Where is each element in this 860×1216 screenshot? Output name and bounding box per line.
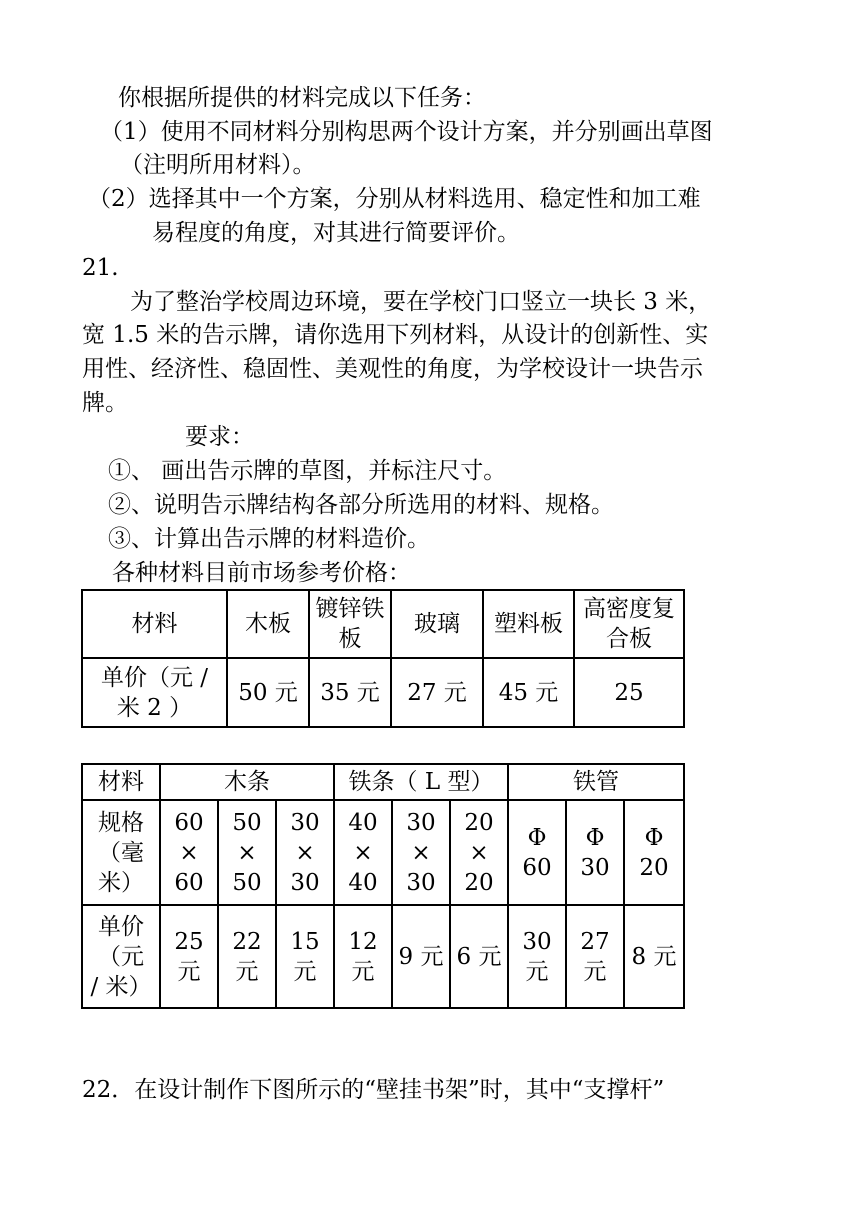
requirements-title: 要求： <box>185 424 254 450</box>
table2-group-iron-pipe: 铁管 <box>508 764 684 800</box>
spec-pipe-60: Φ 60 <box>508 800 566 905</box>
table1-value-hd-composite: 25 <box>574 658 684 727</box>
table1-value-wood-board: 50 元 <box>227 658 309 727</box>
table1-header-hd-composite: 高密度复 合板 <box>574 590 684 658</box>
table2-group-wood-strip: 木条 <box>160 764 334 800</box>
spec-wood-50: 50 × 50 <box>218 800 276 905</box>
question-21-number: 21. <box>82 255 119 281</box>
price-iron-20: 6 元 <box>450 905 508 1008</box>
spec-pipe-20: Φ 20 <box>624 800 684 905</box>
spec-iron-40: 40 × 40 <box>334 800 392 905</box>
price-pipe-60: 30 元 <box>508 905 566 1008</box>
table1-header-galvanized-sheet: 镀锌铁 板 <box>309 590 391 658</box>
spec-pipe-30: Φ 30 <box>566 800 624 905</box>
table1-header-wood-board: 木板 <box>227 590 309 658</box>
table1-value-galvanized-sheet: 35 元 <box>309 658 391 727</box>
price-table-title: 各种材料目前市场参考价格： <box>112 560 411 586</box>
price-iron-40: 12 元 <box>334 905 392 1008</box>
strip-pipe-price-table <box>81 763 685 1009</box>
table1-value-glass: 27 元 <box>391 658 483 727</box>
table1-header-plastic-board: 塑料板 <box>483 590 574 658</box>
price-wood-60: 25 元 <box>160 905 218 1008</box>
price-wood-50: 22 元 <box>218 905 276 1008</box>
table1-row-label-unit-price: 单价（元 / 米 2 ） <box>82 658 227 727</box>
requirement-1: ①、 画出告示牌的草图，并标注尺寸。 <box>108 458 507 484</box>
spec-iron-30: 30 × 30 <box>392 800 450 905</box>
table2-group-iron-strip: 铁条（ L 型） <box>334 764 508 800</box>
price-pipe-20: 8 元 <box>624 905 684 1008</box>
table1-header-material: 材料 <box>82 590 227 658</box>
q21-para-line3: 用性、经济性、稳固性、美观性的角度，为学校设计一块告示 <box>82 356 703 382</box>
price-iron-30: 9 元 <box>392 905 450 1008</box>
task2-line1: （2）选择其中一个方案，分别从材料选用、稳定性和加工难 <box>88 186 701 212</box>
table2-row-label-unit-price: 单价 （元 / 米） <box>82 905 160 1008</box>
q21-para-line2: 宽 1.5 米的告示牌，请你选用下列材料，从设计的创新性、实 <box>82 322 709 348</box>
table2-row-label-spec: 规格 （毫 米） <box>82 800 160 905</box>
q21-para-line4: 牌。 <box>82 390 128 416</box>
table1-header-glass: 玻璃 <box>391 590 483 658</box>
requirement-2: ②、说明告示牌结构各部分所选用的材料、规格。 <box>108 492 614 518</box>
intro-lead: 你根据所提供的材料完成以下任务： <box>118 85 486 111</box>
price-pipe-30: 27 元 <box>566 905 624 1008</box>
question-22-text: 22．在设计制作下图所示的“壁挂书架”时，其中“支撑杆” <box>82 1077 665 1103</box>
spec-wood-60: 60 × 60 <box>160 800 218 905</box>
task2-line2: 易程度的角度，对其进行简要评价。 <box>152 220 520 246</box>
table1-value-plastic-board: 45 元 <box>483 658 574 727</box>
requirement-3: ③、计算出告示牌的材料造价。 <box>108 526 430 552</box>
spec-iron-20: 20 × 20 <box>450 800 508 905</box>
task1-line1: （1）使用不同材料分别构思两个设计方案，并分别画出草图 <box>100 119 713 145</box>
spec-wood-30: 30 × 30 <box>276 800 334 905</box>
task1-line2: （注明所用材料）。 <box>120 152 316 178</box>
board-price-table <box>81 589 685 728</box>
q21-para-line1: 为了整治学校周边环境，要在学校门口竖立一块长 3 米， <box>130 289 712 315</box>
table2-header-material: 材料 <box>82 764 160 800</box>
price-wood-30: 15 元 <box>276 905 334 1008</box>
